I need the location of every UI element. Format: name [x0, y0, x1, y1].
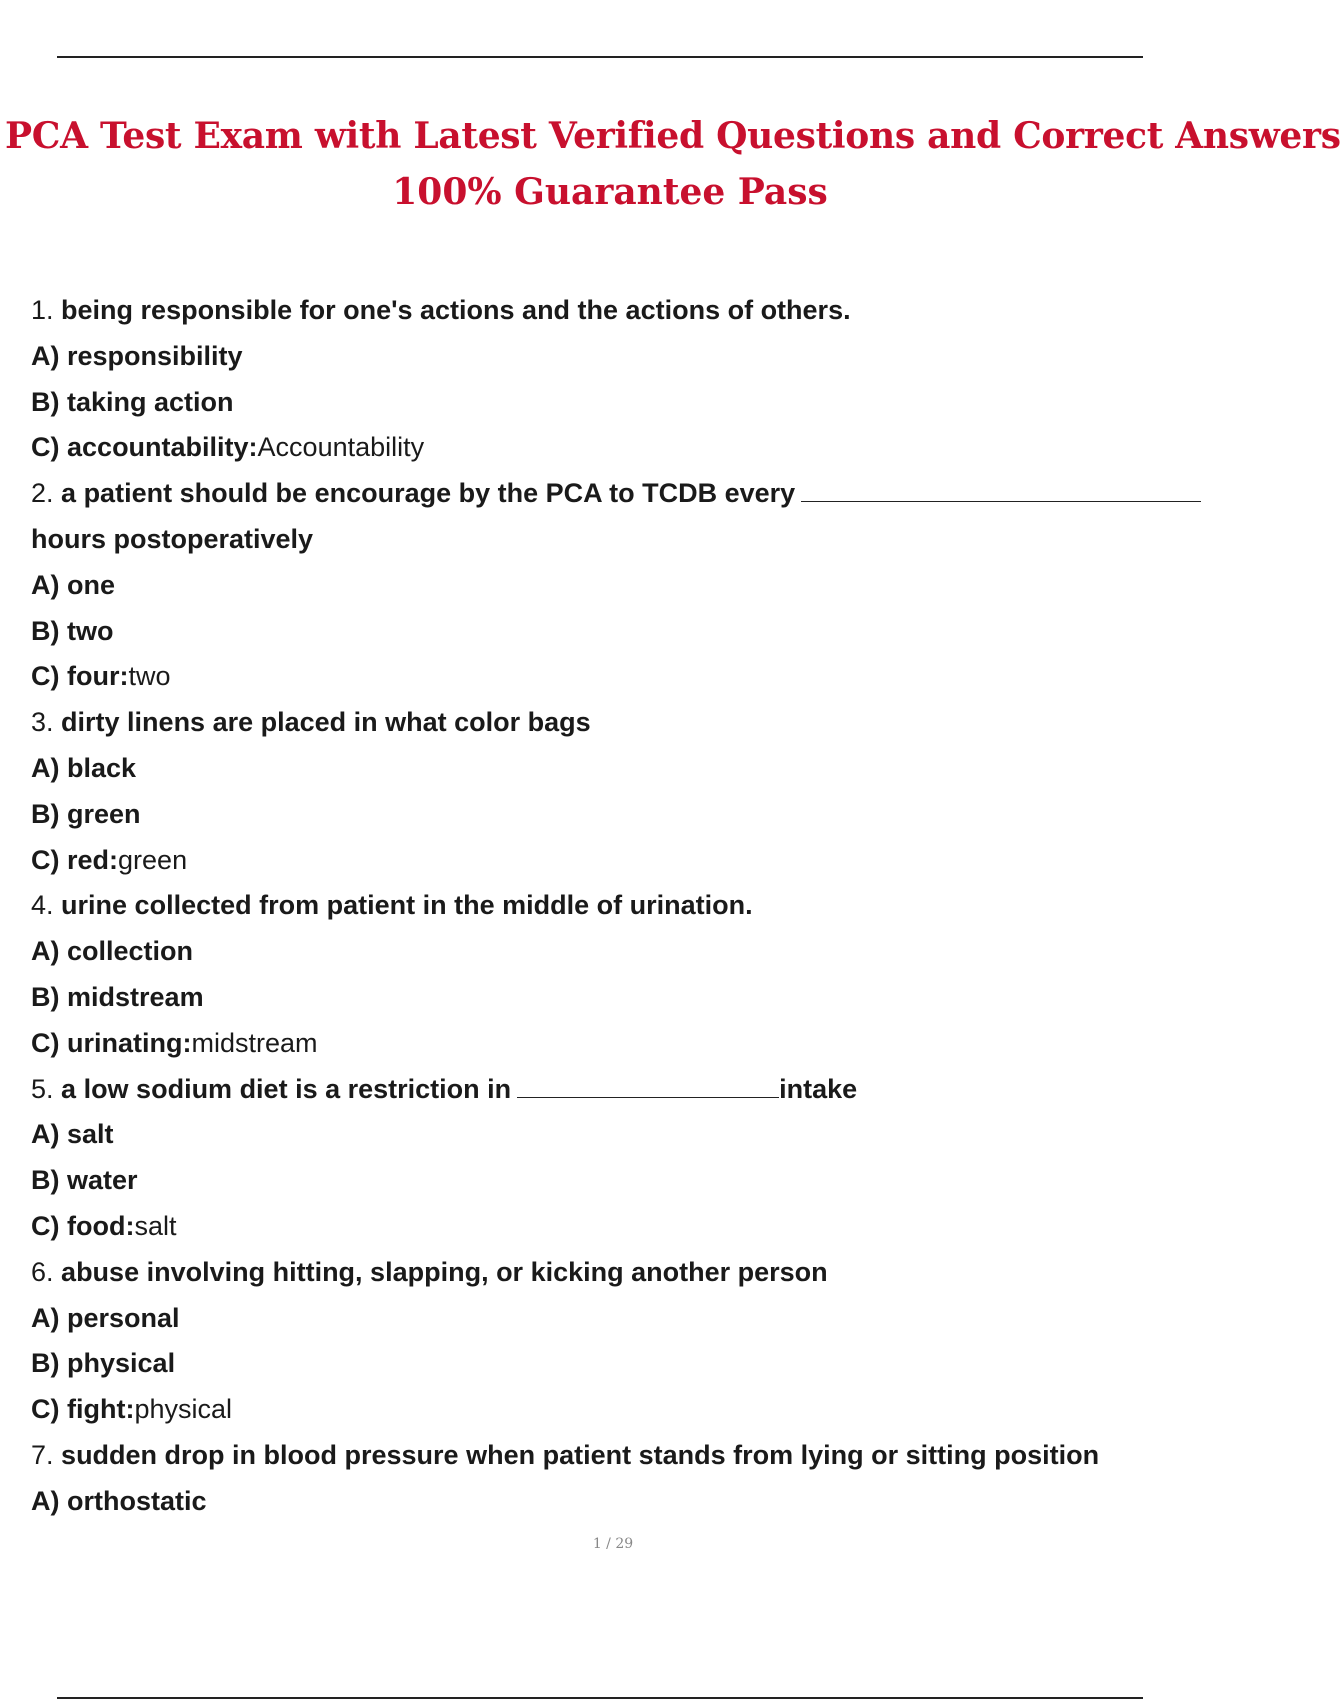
option-letter: A) — [31, 936, 60, 967]
option-text: personal — [67, 1302, 180, 1333]
option-text: collection — [67, 936, 194, 967]
option-2a — [31, 563, 1200, 609]
title-line-2: 100% Guarantee Pass — [392, 171, 828, 213]
question-7 — [31, 1433, 1200, 1479]
option-1a — [31, 334, 1200, 380]
option-letter: B) — [31, 1348, 60, 1379]
option-letter: B) — [31, 798, 60, 829]
option-letter: A) — [31, 340, 60, 371]
question-1 — [31, 288, 1200, 334]
document-title — [0, 108, 1341, 220]
option-letter: B) — [31, 981, 60, 1012]
question-number: 1. — [31, 295, 54, 325]
correct-answer: salt — [134, 1210, 177, 1241]
option-2c — [31, 654, 1200, 700]
option-text: four: — [67, 661, 129, 692]
option-text: fight: — [67, 1394, 135, 1425]
option-letter: C) — [31, 844, 60, 875]
option-7a — [31, 1479, 1200, 1525]
option-5c — [31, 1204, 1200, 1250]
option-letter: C) — [31, 1027, 60, 1058]
question-text: being responsible for one's actions and the actions of others. — [61, 295, 851, 325]
option-4b — [31, 975, 1200, 1021]
question-text: a low sodium diet is a restriction in — [61, 1073, 512, 1104]
question-text: sudden drop in blood pressure when patient stands from lying or sitting position — [61, 1439, 1100, 1470]
option-text: red: — [67, 844, 119, 875]
bottom-rule — [57, 1697, 1143, 1699]
option-3b — [31, 792, 1200, 838]
correct-answer: green — [118, 844, 188, 875]
option-1b — [31, 380, 1200, 426]
option-letter: C) — [31, 661, 60, 692]
option-5a — [31, 1112, 1200, 1158]
option-text: responsibility — [67, 340, 243, 371]
correct-answer: midstream — [191, 1027, 318, 1058]
option-letter: B) — [31, 615, 60, 646]
option-text: orthostatic — [67, 1485, 207, 1516]
question-text-continued: hours postoperatively — [31, 523, 314, 554]
question-list — [31, 288, 1200, 1525]
top-rule — [57, 56, 1143, 58]
question-text: urine collected from patient in the middle of urination. — [61, 890, 753, 921]
option-3c — [31, 838, 1200, 884]
option-4c — [31, 1021, 1200, 1067]
option-letter: A) — [31, 569, 60, 600]
question-text: a patient should be encourage by the PCA to TCDB every — [61, 478, 796, 509]
page-number: 1 / 29 — [592, 1536, 634, 1552]
option-letter: B) — [31, 386, 60, 417]
option-5b — [31, 1158, 1200, 1204]
option-text: one — [67, 569, 116, 600]
option-text: two — [67, 615, 114, 646]
question-3 — [31, 700, 1200, 746]
option-1c — [31, 425, 1200, 471]
question-text: dirty linens are placed in what color bags — [61, 707, 591, 738]
question-number: 7. — [31, 1439, 54, 1470]
question-2-continuation — [31, 517, 1200, 563]
question-2 — [31, 471, 1200, 517]
question-4 — [31, 883, 1200, 929]
question-number: 4. — [31, 890, 54, 921]
correct-answer: two — [128, 661, 171, 692]
option-letter: A) — [31, 752, 60, 783]
option-letter: A) — [31, 1302, 60, 1333]
answer-blank — [801, 481, 1201, 502]
option-letter: A) — [31, 1485, 60, 1516]
option-3a — [31, 746, 1200, 792]
option-text: water — [67, 1165, 138, 1196]
option-letter: C) — [31, 1394, 60, 1425]
title-line-1: PCA Test Exam with Latest Verified Questions and Correct Answers — [5, 115, 1341, 157]
option-letter: C) — [31, 1210, 60, 1241]
question-6 — [31, 1250, 1200, 1296]
question-text-after: intake — [779, 1073, 858, 1104]
option-letter: A) — [31, 1119, 60, 1150]
option-letter: C) — [31, 432, 60, 463]
question-number: 3. — [31, 707, 54, 738]
option-text: urinating: — [67, 1027, 192, 1058]
correct-answer: Accountability — [257, 432, 425, 463]
option-text: midstream — [67, 981, 204, 1012]
option-2b — [31, 609, 1200, 655]
option-text: accountability: — [67, 432, 258, 463]
answer-blank — [517, 1077, 779, 1098]
option-text: food: — [67, 1210, 135, 1241]
question-number: 5. — [31, 1073, 54, 1104]
question-number: 6. — [31, 1256, 54, 1287]
option-text: green — [67, 798, 141, 829]
option-text: taking action — [67, 386, 234, 417]
option-text: salt — [67, 1119, 114, 1150]
option-4a — [31, 929, 1200, 975]
question-number: 2. — [31, 478, 54, 509]
question-text: abuse involving hitting, slapping, or kicking another person — [61, 1256, 828, 1287]
question-5 — [31, 1067, 1200, 1113]
option-6c — [31, 1387, 1200, 1433]
option-text: black — [67, 752, 137, 783]
correct-answer: physical — [134, 1394, 233, 1425]
option-6a — [31, 1296, 1200, 1342]
option-letter: B) — [31, 1165, 60, 1196]
option-6b — [31, 1341, 1200, 1387]
option-text: physical — [67, 1348, 176, 1379]
